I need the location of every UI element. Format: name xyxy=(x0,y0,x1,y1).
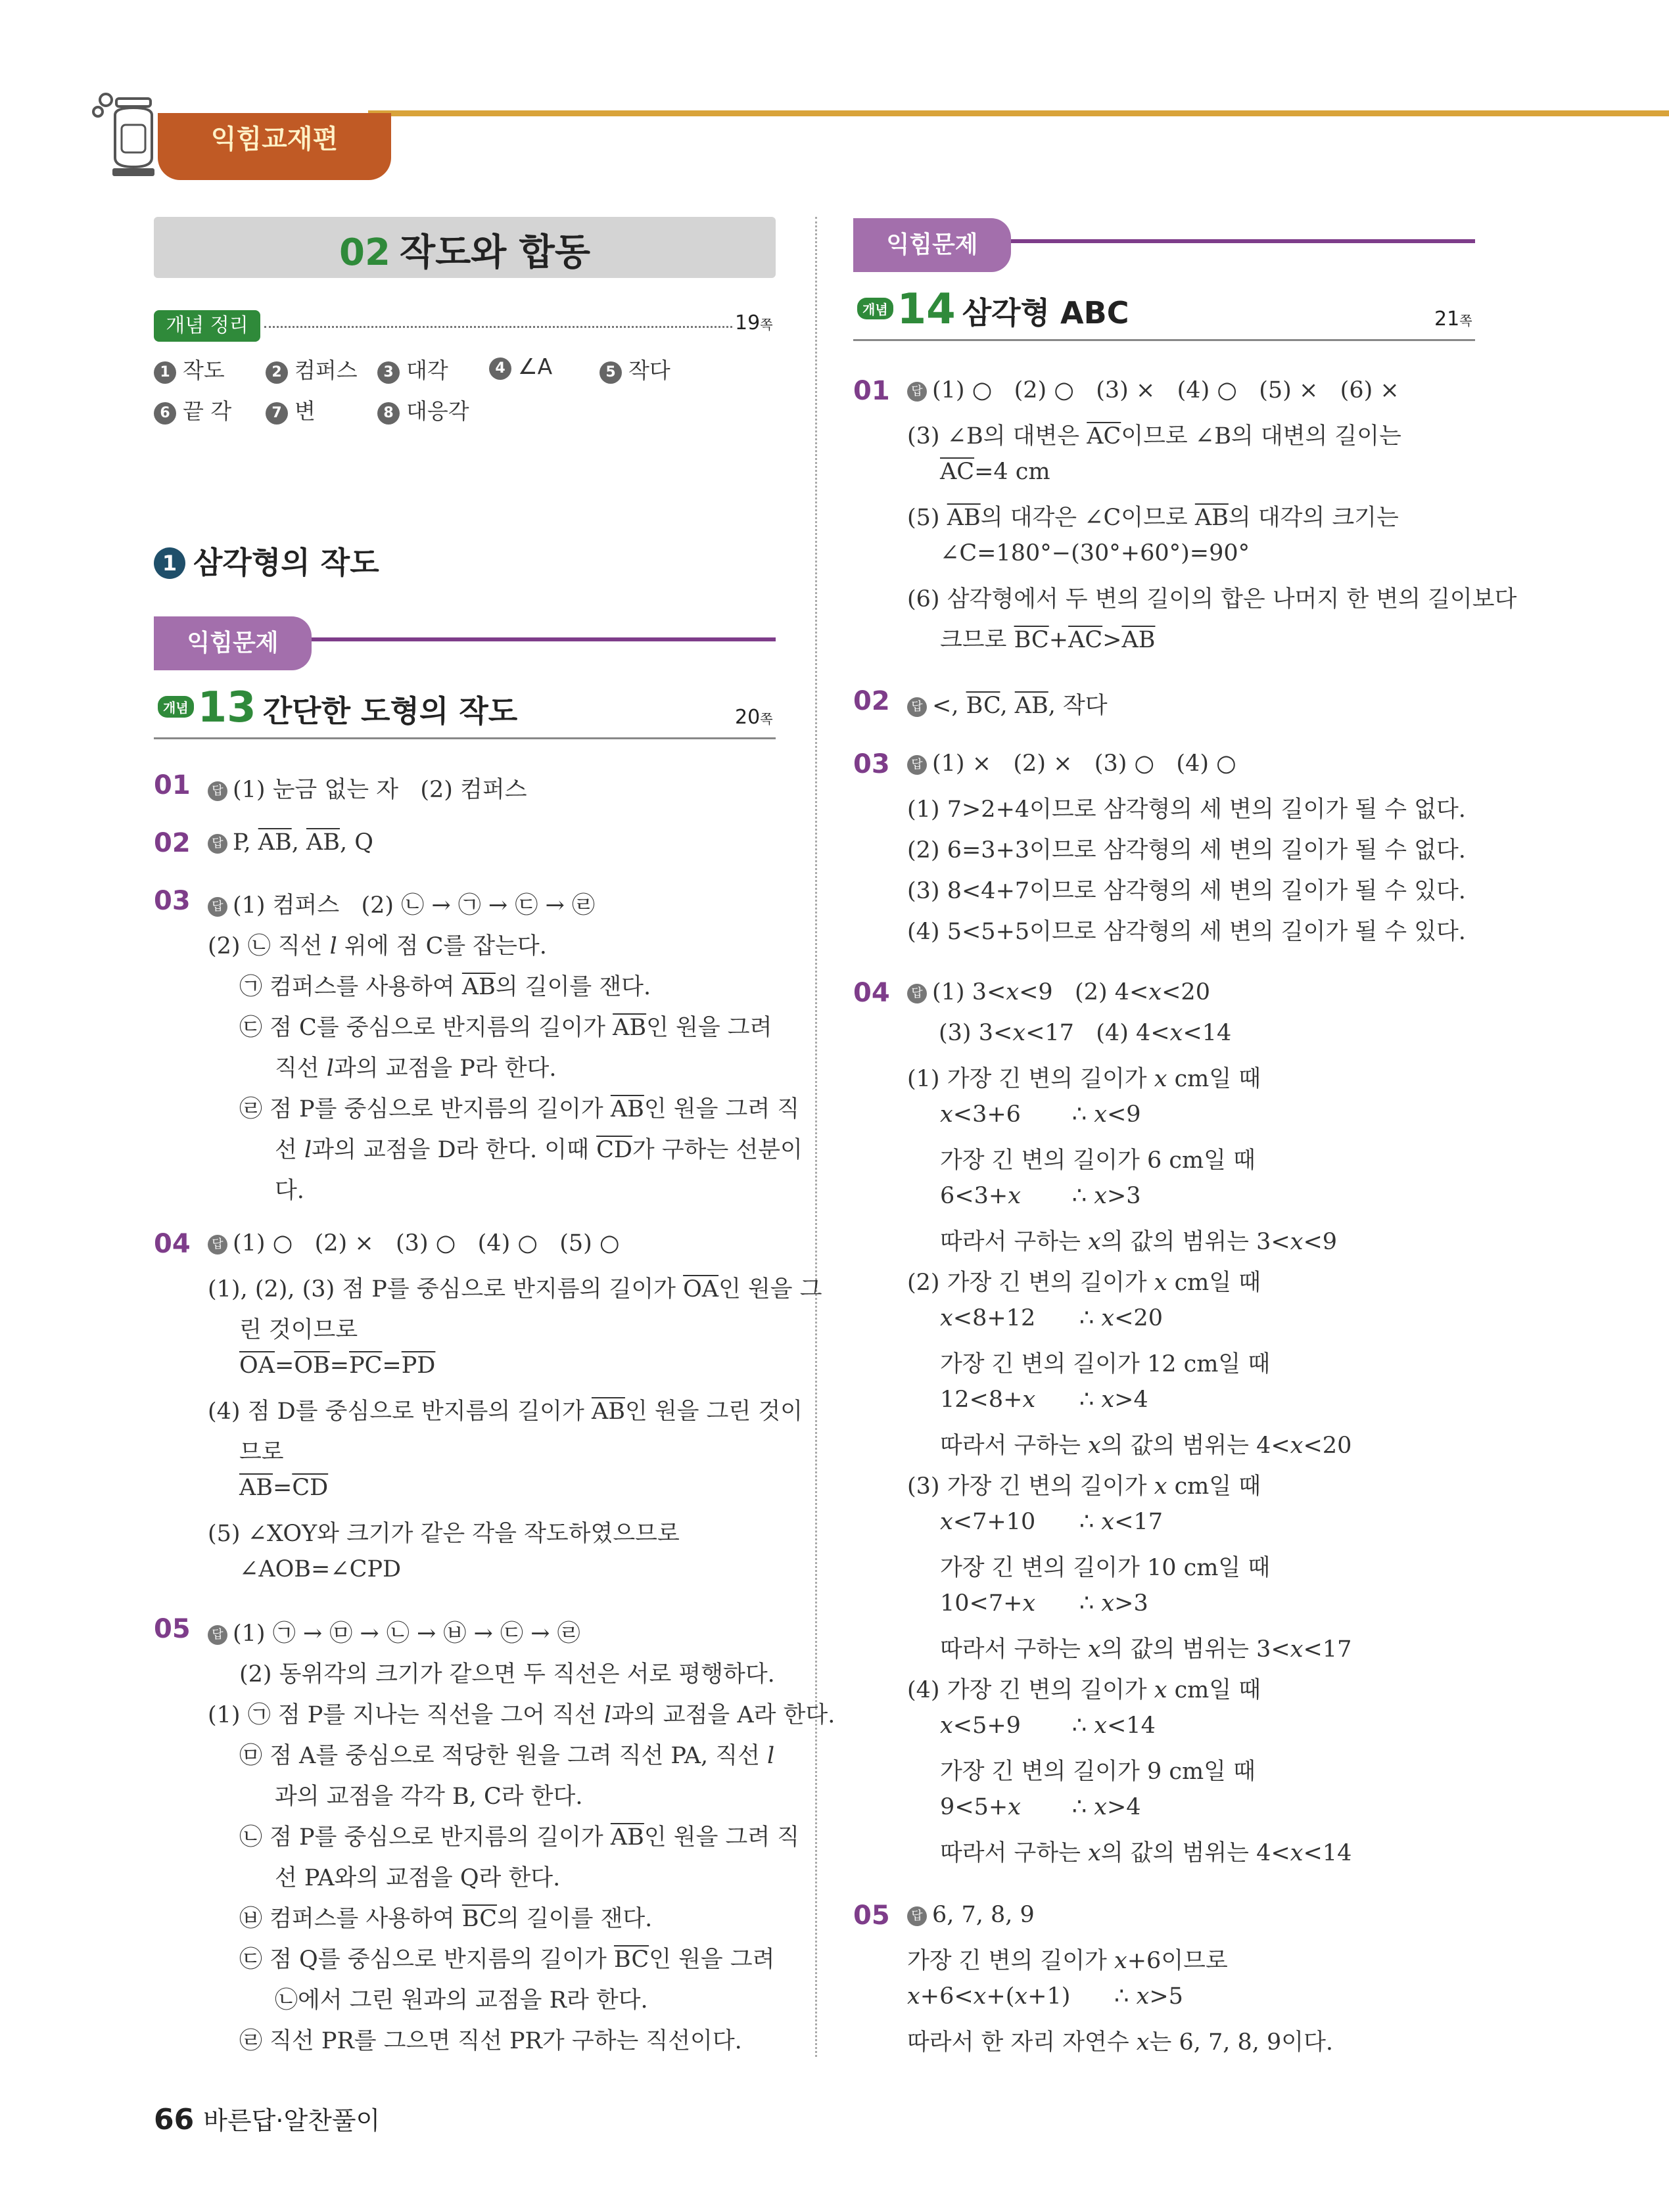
explanation-line: (1), (2), (3) 점 P를 중심으로 반지름의 길이가 $\overline{OA}$인 원을 그 xyxy=(208,1276,822,1302)
question-number: 03 xyxy=(853,749,890,779)
column-divider xyxy=(815,217,817,2057)
explanation-line: ㉡ 점 P를 중심으로 반지름의 길이가 $\overline{AB}$인 원을 그려 직 xyxy=(239,1824,800,1851)
explanation-line: ㉡에서 그린 원과의 교점을 R라 한다. xyxy=(275,1987,648,2014)
explanation-line: 직선 l과의 교점을 P라 한다. xyxy=(275,1055,557,1082)
explanation-line: 가장 긴 변의 길이가 x+6이므로 xyxy=(907,1948,1228,1974)
answer-line: 답 (1) ○ (2) ○ (3) × (4) ○ (5) × (6) × xyxy=(907,377,1399,403)
explanation-line: x<3+6 ∴ x<9 xyxy=(940,1101,1141,1128)
answer-line: 답 <, $\overline{BC}$, $\overline{AB}$, 작다 xyxy=(907,687,1108,720)
answer-line: 답 (1) × (2) × (3) ○ (4) ○ xyxy=(907,750,1236,777)
explanation-line: (1) ㉠ 점 P를 지나는 직선을 그어 직선 l과의 교점을 A라 한다. xyxy=(208,1702,835,1728)
explanation-line: ∠AOB=∠CPD xyxy=(239,1556,402,1582)
explanation-line: (2) 가장 긴 변의 길이가 x cm일 때 xyxy=(907,1270,1261,1296)
concept-14-heading: 개념 14 삼각형 ABC xyxy=(857,285,1129,334)
explanation-line: 다. xyxy=(275,1178,304,1204)
explanation-line: 따라서 한 자리 자연수 x는 6, 7, 8, 9이다. xyxy=(907,2029,1334,2056)
answer-line: (3) 3<x<17 (4) 4<x<14 xyxy=(939,1020,1232,1046)
explanation-line: 가장 긴 변의 길이가 10 cm일 때 xyxy=(940,1555,1271,1581)
keyword-8: 8 대응각 xyxy=(377,394,469,425)
question-number: 05 xyxy=(853,1901,890,1931)
keyword-5: 5 작다 xyxy=(599,354,670,384)
explanation-line: 따라서 구하는 x의 값의 범위는 4<x<20 xyxy=(940,1433,1352,1459)
explanation-line: 9<5+x ∴ x>4 xyxy=(940,1794,1141,1820)
chapter-title: 02 작도와 합동 xyxy=(339,231,590,274)
explanation-line: ㉣ 직선 PR를 그으면 직선 PR가 구하는 직선이다. xyxy=(239,2028,742,2054)
lantern-icon xyxy=(89,85,161,184)
book-section-label: 익힘교재편 xyxy=(210,124,339,154)
question-number: 02 xyxy=(853,686,890,716)
explanation-line: 6<3+x ∴ x>3 xyxy=(940,1183,1141,1209)
explanation-line: (5) $\overline{AB}$의 대각은 ∠C이므로 $\overline{AB}$의 대각의 크기는 xyxy=(907,505,1399,531)
answer-line: 답 6, 7, 8, 9 xyxy=(907,1902,1035,1928)
explanation-line: 린 것이므로 xyxy=(239,1317,358,1343)
explanation-line: 선 PA와의 교점을 Q라 한다. xyxy=(275,1865,561,1891)
answer-line: 답 (1) ㉠ → ㉤ → ㉡ → ㉥ → ㉢ → ㉣ xyxy=(208,1615,580,1648)
explanation-line: ∠C=180°−(30°+60°)=90° xyxy=(940,540,1250,566)
explanation-line: $\overline{AB}=\overline{CD}$ xyxy=(239,1475,329,1501)
keyword-2: 2 컴퍼스 xyxy=(266,354,358,384)
concept-rule xyxy=(853,339,1475,341)
explanation-line: x+6<x+(x+1) ∴ x>5 xyxy=(907,1983,1183,2010)
explanation-line: (2) ㉡ 직선 l 위에 점 C를 잡는다. xyxy=(208,933,547,959)
explanation-line: 따라서 구하는 x의 값의 범위는 4<x<14 xyxy=(940,1840,1352,1866)
concept-13-page: 20쪽 xyxy=(735,706,773,729)
explanation-line: 과의 교점을 각각 B, C라 한다. xyxy=(275,1784,583,1810)
answer-line: 답 (1) 눈금 없는 자 (2) 컴퍼스 xyxy=(208,772,527,804)
explanation-line: $\overline{AC}=4$ cm xyxy=(940,459,1050,485)
question-number: 05 xyxy=(154,1614,191,1644)
explanation-line: x<5+9 ∴ x<14 xyxy=(940,1713,1156,1739)
keyword-1: 1 작도 xyxy=(154,354,225,384)
answer-line: 답 (1) ○ (2) × (3) ○ (4) ○ (5) ○ xyxy=(208,1230,620,1256)
explanation-line: 크므로 $\overline{BC}+\overline{AC}>\overline{AB}$ xyxy=(940,627,1156,653)
concept-summary-label: 개념 정리 xyxy=(154,310,260,342)
answer-line: 답 P, $\overline{AB}$, $\overline{AB}$, Q xyxy=(208,829,373,856)
answer-line: 답 (1) 3<x<9 (2) 4<x<20 xyxy=(907,979,1210,1005)
explanation-line: 므로 xyxy=(239,1439,284,1465)
question-number: 01 xyxy=(154,770,191,800)
explanation-line: ㉠ 컴퍼스를 사용하여 $\overline{AB}$의 길이를 잰다. xyxy=(239,974,651,1000)
explanation-line: ㉣ 점 P를 중심으로 반지름의 길이가 $\overline{AB}$인 원을 그려 직 xyxy=(239,1096,800,1122)
keyword-6: 6 끝 각 xyxy=(154,394,231,425)
exercise-tab: 익힘문제 xyxy=(154,616,312,670)
explanation-line: (2) 6=3+3이므로 삼각형의 세 변의 길이가 될 수 없다. xyxy=(907,837,1466,864)
explanation-line: ㉢ 점 C를 중심으로 반지름의 길이가 $\overline{AB}$인 원을 그려 xyxy=(239,1015,772,1041)
concept-rule xyxy=(154,737,776,739)
explanation-line: (5) ∠XOY와 크기가 같은 각을 작도하였으므로 xyxy=(208,1521,680,1547)
explanation-line: (4) 점 D를 중심으로 반지름의 길이가 $\overline{AB}$인 원을 그린 것이 xyxy=(208,1398,803,1425)
explanation-line: 12<8+x ∴ x>4 xyxy=(940,1387,1148,1413)
header-rule xyxy=(368,110,1669,116)
explanation-line: 가장 긴 변의 길이가 12 cm일 때 xyxy=(940,1351,1271,1377)
explanation-line: 따라서 구하는 x의 값의 범위는 3<x<17 xyxy=(940,1636,1352,1663)
concept-summary-page: 19쪽 xyxy=(735,311,773,334)
explanation-line: (4) 5<5+5이므로 삼각형의 세 변의 길이가 될 수 있다. xyxy=(907,919,1466,945)
explanation-line: (4) 가장 긴 변의 길이가 x cm일 때 xyxy=(907,1677,1261,1703)
dotted-leader xyxy=(264,326,732,328)
explanation-line: $\overline{OA}=\overline{OB}=\overline{PC}=\overline{PD}$ xyxy=(239,1352,436,1379)
question-number: 03 xyxy=(154,886,191,916)
question-number: 02 xyxy=(154,828,191,858)
keyword-7: 7 변 xyxy=(266,394,316,425)
question-number: 04 xyxy=(154,1229,191,1259)
page-footer: 66 바른답·알찬풀이 xyxy=(154,2103,381,2136)
explanation-line: (3) 가장 긴 변의 길이가 x cm일 때 xyxy=(907,1473,1261,1500)
explanation-line: (2) 동위각의 크기가 같으면 두 직선은 서로 평행하다. xyxy=(239,1661,775,1688)
concept-13-heading: 개념 13 간단한 도형의 작도 xyxy=(158,683,517,732)
explanation-line: x<8+12 ∴ x<20 xyxy=(940,1305,1163,1331)
explanation-line: (3) 8<4+7이므로 삼각형의 세 변의 길이가 될 수 있다. xyxy=(907,878,1466,904)
question-number: 04 xyxy=(853,978,890,1008)
answer-line: 답 (1) 컴퍼스 (2) ㉡ → ㉠ → ㉢ → ㉣ xyxy=(208,887,595,920)
keyword-4: 4 ∠A xyxy=(489,354,552,380)
explanation-line: 선 l과의 교점을 D라 한다. 이때 $\overline{CD}$가 구하는 선분이 xyxy=(275,1137,803,1163)
explanation-line: 가장 긴 변의 길이가 9 cm일 때 xyxy=(940,1759,1256,1785)
concept-14-page: 21쪽 xyxy=(1434,308,1472,331)
explanation-line: ㉤ 점 A를 중심으로 적당한 원을 그려 직선 PA, 직선 l xyxy=(239,1743,775,1769)
explanation-line: (1) 7>2+4이므로 삼각형의 세 변의 길이가 될 수 없다. xyxy=(907,796,1466,823)
explanation-line: 10<7+x ∴ x>3 xyxy=(940,1590,1148,1617)
explanation-line: (3) ∠B의 대변은 $\overline{AC}$이므로 ∠B의 대변의 길이는 xyxy=(907,423,1401,449)
explanation-line: (6) 삼각형에서 두 변의 길이의 합은 나머지 한 변의 길이보다 xyxy=(907,586,1517,612)
explanation-line: 가장 긴 변의 길이가 6 cm일 때 xyxy=(940,1147,1256,1174)
keyword-3: 3 대각 xyxy=(377,354,448,384)
exercise-tab: 익힘문제 xyxy=(853,218,1011,272)
question-number: 01 xyxy=(853,376,890,406)
explanation-line: (1) 가장 긴 변의 길이가 x cm일 때 xyxy=(907,1066,1261,1092)
explanation-line: x<7+10 ∴ x<17 xyxy=(940,1509,1163,1535)
explanation-line: 따라서 구하는 x의 값의 범위는 3<x<9 xyxy=(940,1229,1338,1255)
section-heading: 1 삼각형의 작도 xyxy=(154,539,379,582)
explanation-line: ㉢ 점 Q를 중심으로 반지름의 길이가 $\overline{BC}$인 원을 그려 xyxy=(239,1947,775,1973)
explanation-line: ㉥ 컴퍼스를 사용하여 $\overline{BC}$의 길이를 잰다. xyxy=(239,1906,653,1932)
